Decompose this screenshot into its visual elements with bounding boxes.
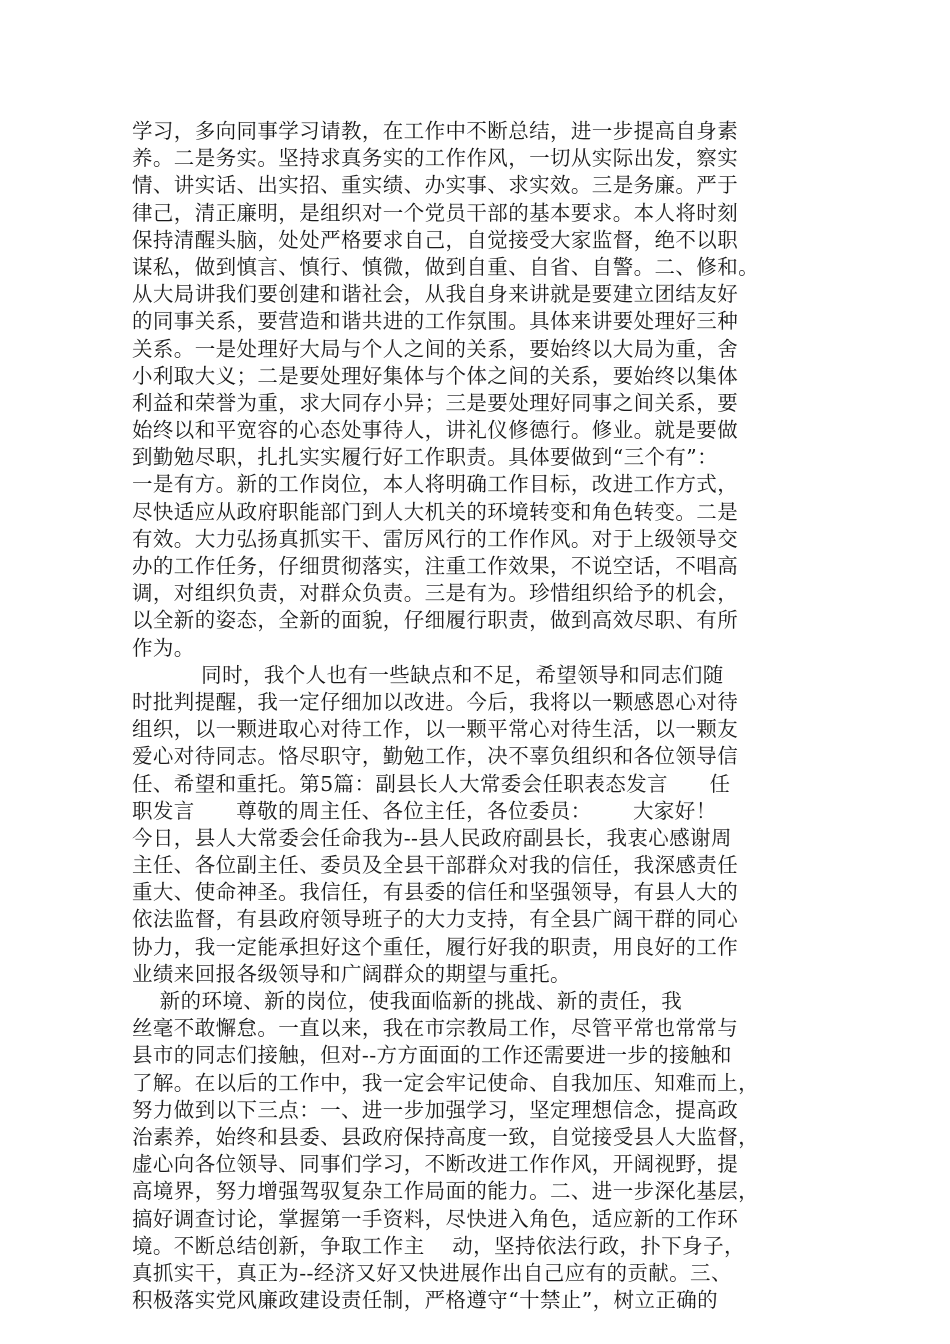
text-line: 小利取大义；二是要处理好集体与个体之间的关系，要始终以集体 xyxy=(132,363,739,388)
text-line: 协力，我一定能承担好这个重任，履行好我的职责，用良好的工作 xyxy=(132,934,739,959)
text-line: 积极落实党风廉政建设责任制，严格遵守“十禁止”，树立正确的 xyxy=(132,1288,719,1313)
text-line: 治素养，始终和县委、县政府保持高度一致，自觉接受县人大监督， xyxy=(132,1124,759,1149)
text-line: 利益和荣誉为重，求大同存小异；三是要处理好同事之间关系，要 xyxy=(132,390,739,415)
text-line: 业绩来回报各级领导和广阔群众的期望与重托。 xyxy=(132,961,571,986)
text-line: 高境界，努力增强驾驭复杂工作局面的能力。二、进一步深化基层， xyxy=(132,1179,759,1204)
text-line: 重大、使命神圣。我信任，有县委的信任和坚强领导，有县人大的 xyxy=(132,880,739,905)
text-line: 爱心对待同志。恪尽职守，勤勉工作，决不辜负组织和各位领导信 xyxy=(132,744,739,769)
text-line: 学习，多向同事学习请教，在工作中不断总结，进一步提高自身素 xyxy=(132,119,739,143)
text-line: 保持清醒头脑，处处严格要求自己，自觉接受大家监督，绝不以职 xyxy=(132,227,739,252)
text-line: 搞好调查讨论，掌握第一手资料，尽快进入角色，适应新的工作环 xyxy=(132,1206,739,1231)
text-line: 一是有方。新的工作岗位，本人将明确工作目标，改进工作方式， xyxy=(132,472,739,497)
text-line: 真抓实干，真正为--经济又好又快进展作出自己应有的贡献。三、 xyxy=(132,1260,732,1285)
text-line: 律己，清正廉明，是组织对一个党员干部的基本要求。本人将时刻 xyxy=(132,200,739,225)
text-line: 办的工作任务，仔细贯彻落实，注重工作效果，不说空话，不唱高 xyxy=(132,554,739,578)
text-line: 时批判提醒，我一定仔细加以改进。今后，我将以一颗感恩心对待 xyxy=(132,689,739,714)
text-line: 境。不断总结创新，争取工作主 动，坚持依法行政，扑下身子， xyxy=(132,1233,745,1258)
text-line: 今日，县人大常委会任命我为--县人民政府副县长，我衷心感谢周 xyxy=(132,825,732,850)
text-line: 作为。 xyxy=(132,635,195,660)
text-line: 虚心向各位领导、同事们学习，不断改进工作作风，开阔视野，提 xyxy=(132,1152,739,1177)
text-line: 县市的同志们接触，但对--方方面面的工作还需要进一步的接触和 xyxy=(132,1043,732,1068)
text-line: 依法监督，有县政府领导班子的大力支持，有全县广阔干群的同心 xyxy=(132,907,739,932)
text-line: 有效。大力弘扬真抓实干、雷厉风行的工作作风。对于上级领导交 xyxy=(132,526,739,551)
text-line: 了解。在以后的工作中，我一定会牢记使命、自我加压、知难而上， xyxy=(132,1070,759,1095)
text-line: 努力做到以下三点：一、进一步加强学习，坚定理想信念，提高政 xyxy=(132,1097,739,1122)
text-line: 以全新的姿态，全新的面貌，仔细履行职责，做到高效尽职、有所 xyxy=(132,608,739,633)
text-line: 从大局讲我们要创建和谐社会，从我自身来讲就是要建立团结友好 xyxy=(132,282,739,307)
text-line: 谋私，做到慎言、慎行、慎微，做到自重、自省、自警。二、修和。 xyxy=(132,254,759,279)
text-line: 尽快适应从政府职能部门到人大机关的环境转变和角色转变。二是 xyxy=(132,499,739,524)
text-line: 同时，我个人也有一些缺点和不足，希望领导和同志们随 xyxy=(132,662,724,687)
text-line: 到勤勉尽职，扎扎实实履行好工作职责。具体要做到“三个有”： xyxy=(132,445,719,470)
text-line: 新的环境、新的岗位，使我面临新的挑战、新的责任，我 xyxy=(132,989,683,1013)
text-line: 养。二是务实。坚持求真务实的工作作风，一切从实际出发，察实 xyxy=(132,146,739,171)
text-line: 丝毫不敢懈怠。一直以来，我在市宗教局工作，尽管平常也常常与 xyxy=(132,1016,739,1041)
text-line: 主任、各位副主任、委员及全县干部群众对我的信任，我深感责任 xyxy=(132,853,739,878)
text-line: 组织，以一颗进取心对待工作，以一颗平常心对待生活，以一颗友 xyxy=(132,717,739,742)
text-line: 情、讲实话、出实招、重实绩、办实事、求实效。三是务廉。严于 xyxy=(132,173,739,198)
text-line: 任、希望和重托。第5篇：副县长人大常委会任职表态发言 任 xyxy=(132,771,731,796)
text-line: 关系。一是处理好大局与个人之间的关系，要始终以大局为重，舍 xyxy=(132,336,739,361)
text-line: 调，对组织负责，对群众负责。三是有为。珍惜组织给予的机会， xyxy=(132,581,739,606)
text-line: 始终以和平宽容的心态处事待人，讲礼仪修德行。修业。就是要做 xyxy=(132,418,739,443)
text-line: 职发言 尊敬的周主任、各位主任，各位委员： 大家好！ xyxy=(132,798,717,823)
body-text xyxy=(132,118,827,1314)
text-line: 的同事关系，要营造和谐共进的工作氛围。具体来讲要处理好三种 xyxy=(132,309,739,334)
